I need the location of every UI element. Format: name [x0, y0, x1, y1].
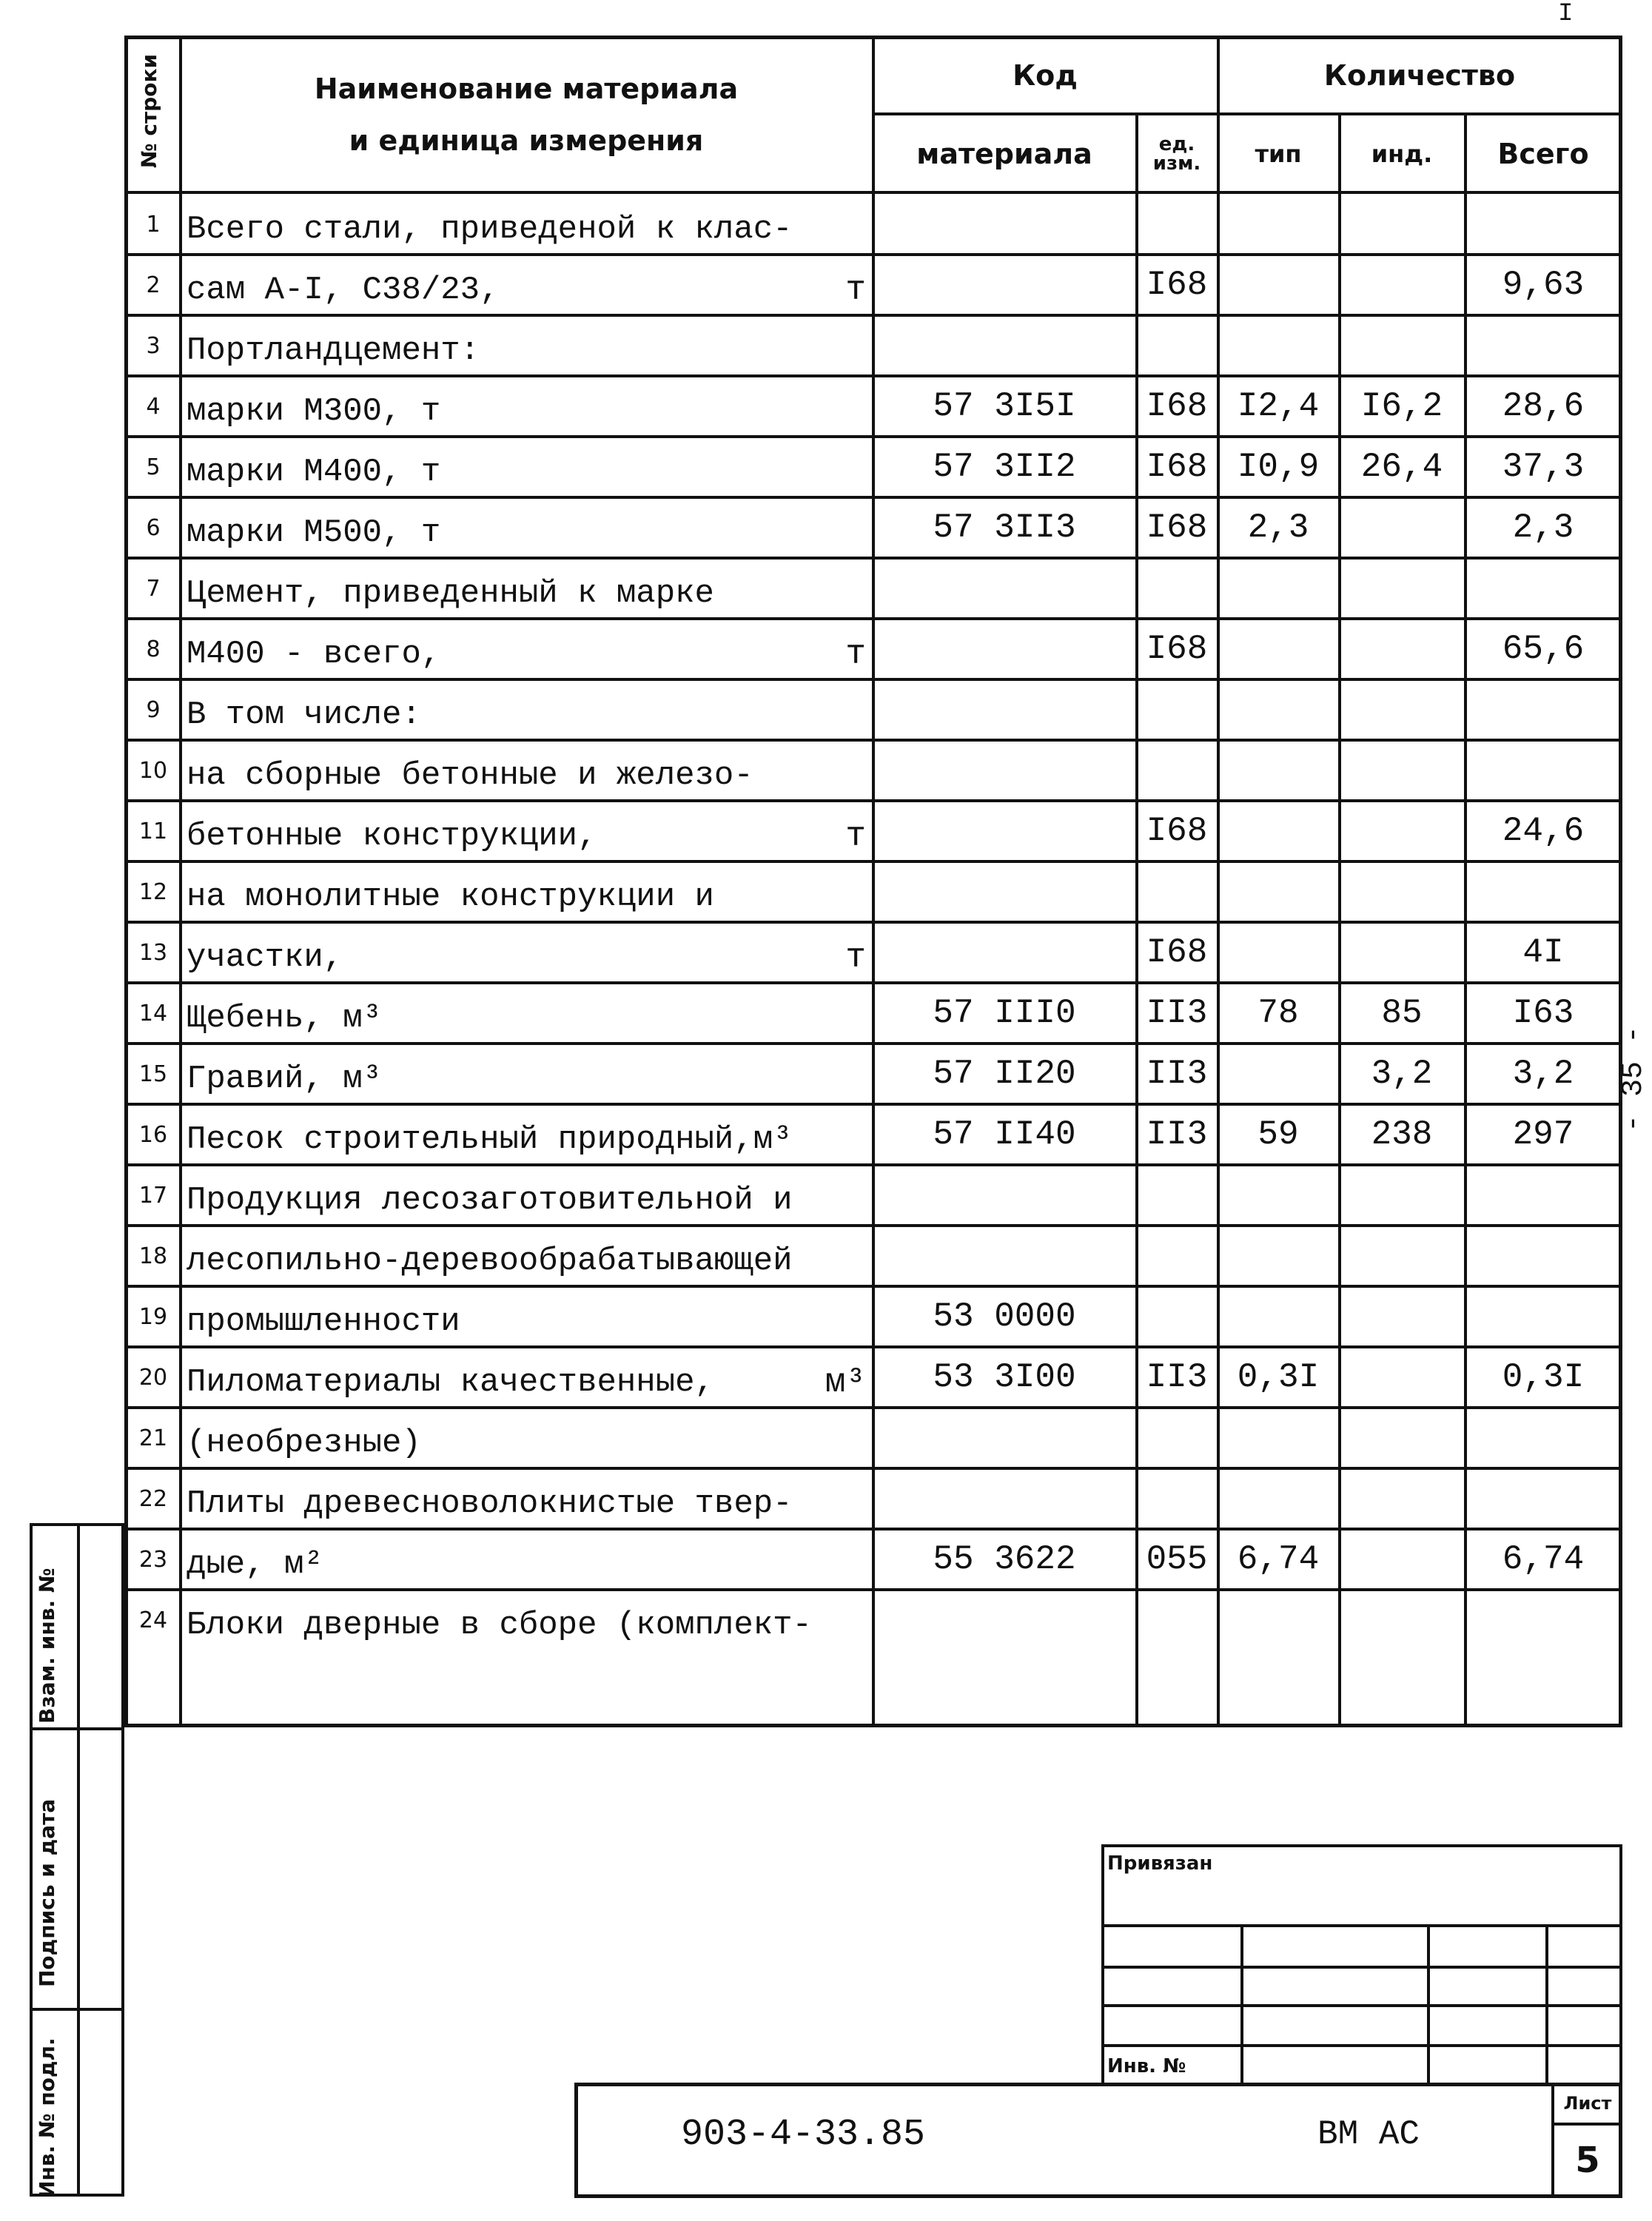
- qty-total: [1467, 558, 1619, 619]
- unit-code: [1138, 315, 1215, 376]
- row-number: 3: [146, 332, 161, 359]
- vzam-inv-label: Взам. инв. №: [35, 1568, 59, 1724]
- qty-total: [1467, 315, 1619, 376]
- qty-type: 0,3I: [1237, 1358, 1320, 1397]
- material-name: марки М400, т: [187, 454, 441, 491]
- unit-code: [1138, 679, 1215, 740]
- qty-ind: [1341, 1286, 1463, 1347]
- material-code: [875, 1226, 1134, 1286]
- corner-mark: I: [1558, 0, 1574, 28]
- qty-total: 3,2: [1512, 1055, 1574, 1093]
- qty-ind: [1341, 740, 1463, 801]
- material-code: [875, 255, 1134, 315]
- qty-total: [1467, 1468, 1619, 1529]
- material-code: [875, 1590, 1134, 1650]
- unit-mark: [792, 1226, 866, 1286]
- qty-type-header: тип: [1255, 139, 1302, 168]
- row-number: 24: [138, 1607, 168, 1633]
- qty-ind: [1341, 1347, 1463, 1408]
- qty-ind: [1341, 497, 1463, 558]
- row-number: 6: [146, 514, 161, 541]
- inv-no-label: Инв. №: [1107, 2055, 1186, 2077]
- qty-ind: I6,2: [1360, 387, 1443, 426]
- qty-total: [1467, 1226, 1619, 1286]
- unit-mark: [792, 740, 866, 801]
- material-name: дые, м²: [187, 1546, 323, 1583]
- material-code: 53 3I00: [933, 1358, 1076, 1397]
- material-name: участки,: [187, 939, 343, 976]
- qty-ind: 85: [1381, 994, 1423, 1032]
- material-code: [875, 558, 1134, 619]
- material-code: 57 III0: [933, 994, 1076, 1032]
- unit-mark: [792, 861, 866, 922]
- document-section: ВМ АС: [1317, 2115, 1420, 2154]
- qty-type: [1220, 1044, 1337, 1104]
- row-number: 10: [138, 757, 168, 784]
- unit-code: I68: [1146, 448, 1208, 486]
- unit-code: [1138, 1408, 1215, 1468]
- signature-date-label: Подпись и дата: [35, 1798, 59, 1987]
- unit-mark: [792, 194, 866, 255]
- code-unit-header: ед. изм.: [1152, 132, 1201, 175]
- qty-ind: [1341, 1590, 1463, 1650]
- qty-type: [1220, 1468, 1337, 1529]
- qty-type: 6,74: [1237, 1540, 1320, 1579]
- qty-type: I0,9: [1237, 448, 1320, 486]
- row-number: 11: [138, 818, 168, 844]
- material-code: 57 3II3: [933, 508, 1076, 547]
- qty-total: 37,3: [1502, 448, 1585, 486]
- qty-ind: 3,2: [1371, 1055, 1433, 1093]
- unit-mark: [792, 679, 866, 740]
- qty-type: I2,4: [1237, 387, 1320, 426]
- unit-mark: [792, 437, 866, 497]
- qty-ind: [1341, 861, 1463, 922]
- qty-type: [1220, 861, 1337, 922]
- row-number: 20: [138, 1364, 168, 1391]
- qty-type: [1220, 1408, 1337, 1468]
- qty-ind: [1341, 679, 1463, 740]
- name-header-line1: Наименование материала: [314, 73, 739, 105]
- qty-total: 65,6: [1502, 630, 1585, 668]
- name-header-line2: и единица измерения: [349, 124, 704, 157]
- unit-mark: т: [845, 271, 866, 309]
- unit-mark: [792, 1408, 866, 1468]
- qty-total: [1467, 1165, 1619, 1226]
- row-number: 4: [146, 393, 161, 420]
- row-number: 12: [138, 878, 168, 905]
- material-name: Портландцемент:: [187, 332, 480, 369]
- material-code: 57 3I5I: [933, 387, 1076, 426]
- unit-mark: [792, 558, 866, 619]
- code-group-header: Код: [1013, 59, 1078, 92]
- qty-ind: [1341, 1468, 1463, 1529]
- material-name: марки М500, т: [187, 514, 441, 551]
- qty-total: 2,3: [1512, 508, 1574, 547]
- unit-mark: [792, 497, 866, 558]
- qty-total: 6,74: [1502, 1540, 1585, 1579]
- unit-code: I68: [1146, 630, 1208, 668]
- material-code: [875, 194, 1134, 255]
- row-number: 15: [138, 1061, 168, 1087]
- unit-code: [1138, 740, 1215, 801]
- unit-code: 055: [1146, 1540, 1208, 1579]
- row-number: 8: [146, 636, 161, 662]
- qty-group-header: Количество: [1323, 59, 1516, 92]
- unit-mark: [792, 1165, 866, 1226]
- qty-type: 78: [1258, 994, 1299, 1032]
- qty-type: [1220, 922, 1337, 983]
- row-number: 13: [138, 939, 168, 966]
- qty-total: [1467, 194, 1619, 255]
- row-number: 9: [146, 696, 161, 723]
- material-name: Гравий, м³: [187, 1061, 383, 1098]
- qty-total: [1467, 1408, 1619, 1468]
- unit-code: I68: [1146, 508, 1208, 547]
- unit-code: [1138, 1226, 1215, 1286]
- unit-code: [1138, 558, 1215, 619]
- qty-type: [1220, 558, 1337, 619]
- material-code: [875, 861, 1134, 922]
- qty-total: [1467, 740, 1619, 801]
- unit-mark: т: [845, 635, 866, 673]
- sheet-label: Лист: [1563, 2093, 1612, 2114]
- material-name: Цемент, приведенный к марке: [187, 575, 714, 612]
- unit-mark: [792, 1529, 866, 1590]
- qty-type: [1220, 679, 1337, 740]
- unit-code: I68: [1146, 266, 1208, 304]
- qty-type: [1220, 619, 1337, 679]
- unit-code: II3: [1146, 994, 1208, 1032]
- qty-total: [1467, 861, 1619, 922]
- material-name: сам А-I, С38/23,: [187, 272, 500, 309]
- qty-type: [1220, 255, 1337, 315]
- unit-mark: [792, 1286, 866, 1347]
- unit-code: I68: [1146, 933, 1208, 972]
- qty-total-header: Всего: [1497, 137, 1589, 170]
- qty-total: 24,6: [1502, 812, 1585, 850]
- material-name: Плиты древесноволокнистые твер-: [187, 1485, 793, 1522]
- privyazan-label: Привязан: [1107, 1852, 1213, 1875]
- row-number: 21: [138, 1425, 168, 1451]
- privyazan-block: [1101, 1844, 1622, 2086]
- material-code: 57 3II2: [933, 448, 1076, 486]
- qty-total: 0,3I: [1502, 1358, 1585, 1397]
- qty-total: 297: [1512, 1115, 1574, 1154]
- unit-code: II3: [1146, 1115, 1208, 1154]
- material-name: В том числе:: [187, 696, 421, 733]
- material-name: Песок строительный природный,м³: [187, 1121, 793, 1158]
- unit-code: [1138, 1590, 1215, 1650]
- qty-ind: [1341, 1226, 1463, 1286]
- unit-code: [1138, 1468, 1215, 1529]
- unit-mark: [792, 1590, 866, 1650]
- qty-ind: [1341, 1529, 1463, 1590]
- row-number: 17: [138, 1182, 168, 1209]
- material-code: 57 II40: [933, 1115, 1076, 1154]
- material-code: [875, 1165, 1134, 1226]
- unit-code: [1138, 1165, 1215, 1226]
- qty-type: [1220, 1165, 1337, 1226]
- unit-code: I68: [1146, 387, 1208, 426]
- material-code: [875, 801, 1134, 861]
- qty-ind: [1341, 619, 1463, 679]
- qty-type: [1220, 194, 1337, 255]
- unit-mark: т: [845, 817, 866, 856]
- code-material-header: материала: [916, 137, 1092, 170]
- side-page-number: - 35 -: [1617, 1025, 1651, 1132]
- qty-ind: [1341, 558, 1463, 619]
- sheet-number: 5: [1575, 2140, 1600, 2181]
- material-code: [875, 1408, 1134, 1468]
- qty-total: I63: [1512, 994, 1574, 1032]
- row-number: 7: [146, 575, 161, 602]
- unit-code: [1138, 861, 1215, 922]
- material-name: лесопильно-деревообрабатывающей: [187, 1243, 793, 1280]
- qty-ind-header: инд.: [1371, 139, 1433, 168]
- qty-ind: [1341, 255, 1463, 315]
- unit-mark: [792, 983, 866, 1044]
- qty-ind: [1341, 194, 1463, 255]
- unit-code: II3: [1146, 1055, 1208, 1093]
- qty-total: 4I: [1522, 933, 1564, 972]
- qty-total: 9,63: [1502, 266, 1585, 304]
- row-number: 19: [138, 1303, 168, 1330]
- row-number: 16: [138, 1121, 168, 1148]
- material-code: 57 II20: [933, 1055, 1076, 1093]
- material-code: 53 0000: [933, 1297, 1076, 1336]
- material-name: марки М300, т: [187, 393, 441, 430]
- qty-type: [1220, 801, 1337, 861]
- unit-code: [1138, 194, 1215, 255]
- qty-total: [1467, 1590, 1619, 1650]
- material-name: (необрезные): [187, 1425, 421, 1462]
- qty-ind: 26,4: [1360, 448, 1443, 486]
- material-name: Щебень, м³: [187, 1000, 383, 1037]
- qty-type: [1220, 1226, 1337, 1286]
- qty-total: [1467, 1286, 1619, 1347]
- material-name: на сборные бетонные и железо-: [187, 757, 753, 794]
- material-code: [875, 922, 1134, 983]
- qty-type: 59: [1258, 1115, 1299, 1154]
- material-name: М400 - всего,: [187, 636, 441, 673]
- unit-mark: [792, 1468, 866, 1529]
- material-code: [875, 679, 1134, 740]
- unit-code: II3: [1146, 1358, 1208, 1397]
- row-number: 14: [138, 1000, 168, 1027]
- qty-total: 28,6: [1502, 387, 1585, 426]
- row-number: 18: [138, 1243, 168, 1269]
- unit-code: I68: [1146, 812, 1208, 850]
- row-number: 2: [146, 272, 161, 298]
- qty-total: [1467, 679, 1619, 740]
- material-code: [875, 740, 1134, 801]
- material-name: промышленности: [187, 1303, 460, 1340]
- unit-mark: м³: [825, 1363, 866, 1402]
- material-code: [875, 315, 1134, 376]
- qty-type: [1220, 1286, 1337, 1347]
- unit-code: [1138, 1286, 1215, 1347]
- material-name: Пиломатериалы качественные,: [187, 1364, 714, 1401]
- material-name: Блоки дверные в сборе (комплект-: [187, 1607, 812, 1644]
- row-number: 22: [138, 1485, 168, 1512]
- qty-ind: [1341, 1165, 1463, 1226]
- qty-ind: [1341, 922, 1463, 983]
- rows-number-header: № строки: [137, 53, 161, 169]
- material-name: Всего стали, приведеной к клас-: [187, 211, 793, 248]
- material-name: бетонные конструкции,: [187, 818, 597, 855]
- row-number: 23: [138, 1546, 168, 1573]
- inv-podl-label: Инв. № подл.: [35, 2037, 59, 2198]
- material-name: на монолитные конструкции и: [187, 878, 714, 915]
- unit-mark: [792, 376, 866, 437]
- row-number: 5: [146, 454, 161, 480]
- unit-mark: [792, 1104, 866, 1165]
- unit-mark: [792, 315, 866, 376]
- material-code: [875, 619, 1134, 679]
- document-code: 903-4-33.85: [681, 2113, 926, 2156]
- unit-mark: [792, 1044, 866, 1104]
- qty-ind: 238: [1371, 1115, 1433, 1154]
- qty-type: [1220, 315, 1337, 376]
- qty-ind: [1341, 315, 1463, 376]
- material-code: [875, 1468, 1134, 1529]
- unit-mark: т: [845, 938, 866, 977]
- material-code: 55 3622: [933, 1540, 1076, 1579]
- qty-type: [1220, 1590, 1337, 1650]
- qty-type: 2,3: [1247, 508, 1309, 547]
- material-name: Продукция лесозаготовительной и: [187, 1182, 793, 1219]
- qty-ind: [1341, 1408, 1463, 1468]
- qty-type: [1220, 740, 1337, 801]
- row-number: 1: [146, 211, 161, 238]
- qty-ind: [1341, 801, 1463, 861]
